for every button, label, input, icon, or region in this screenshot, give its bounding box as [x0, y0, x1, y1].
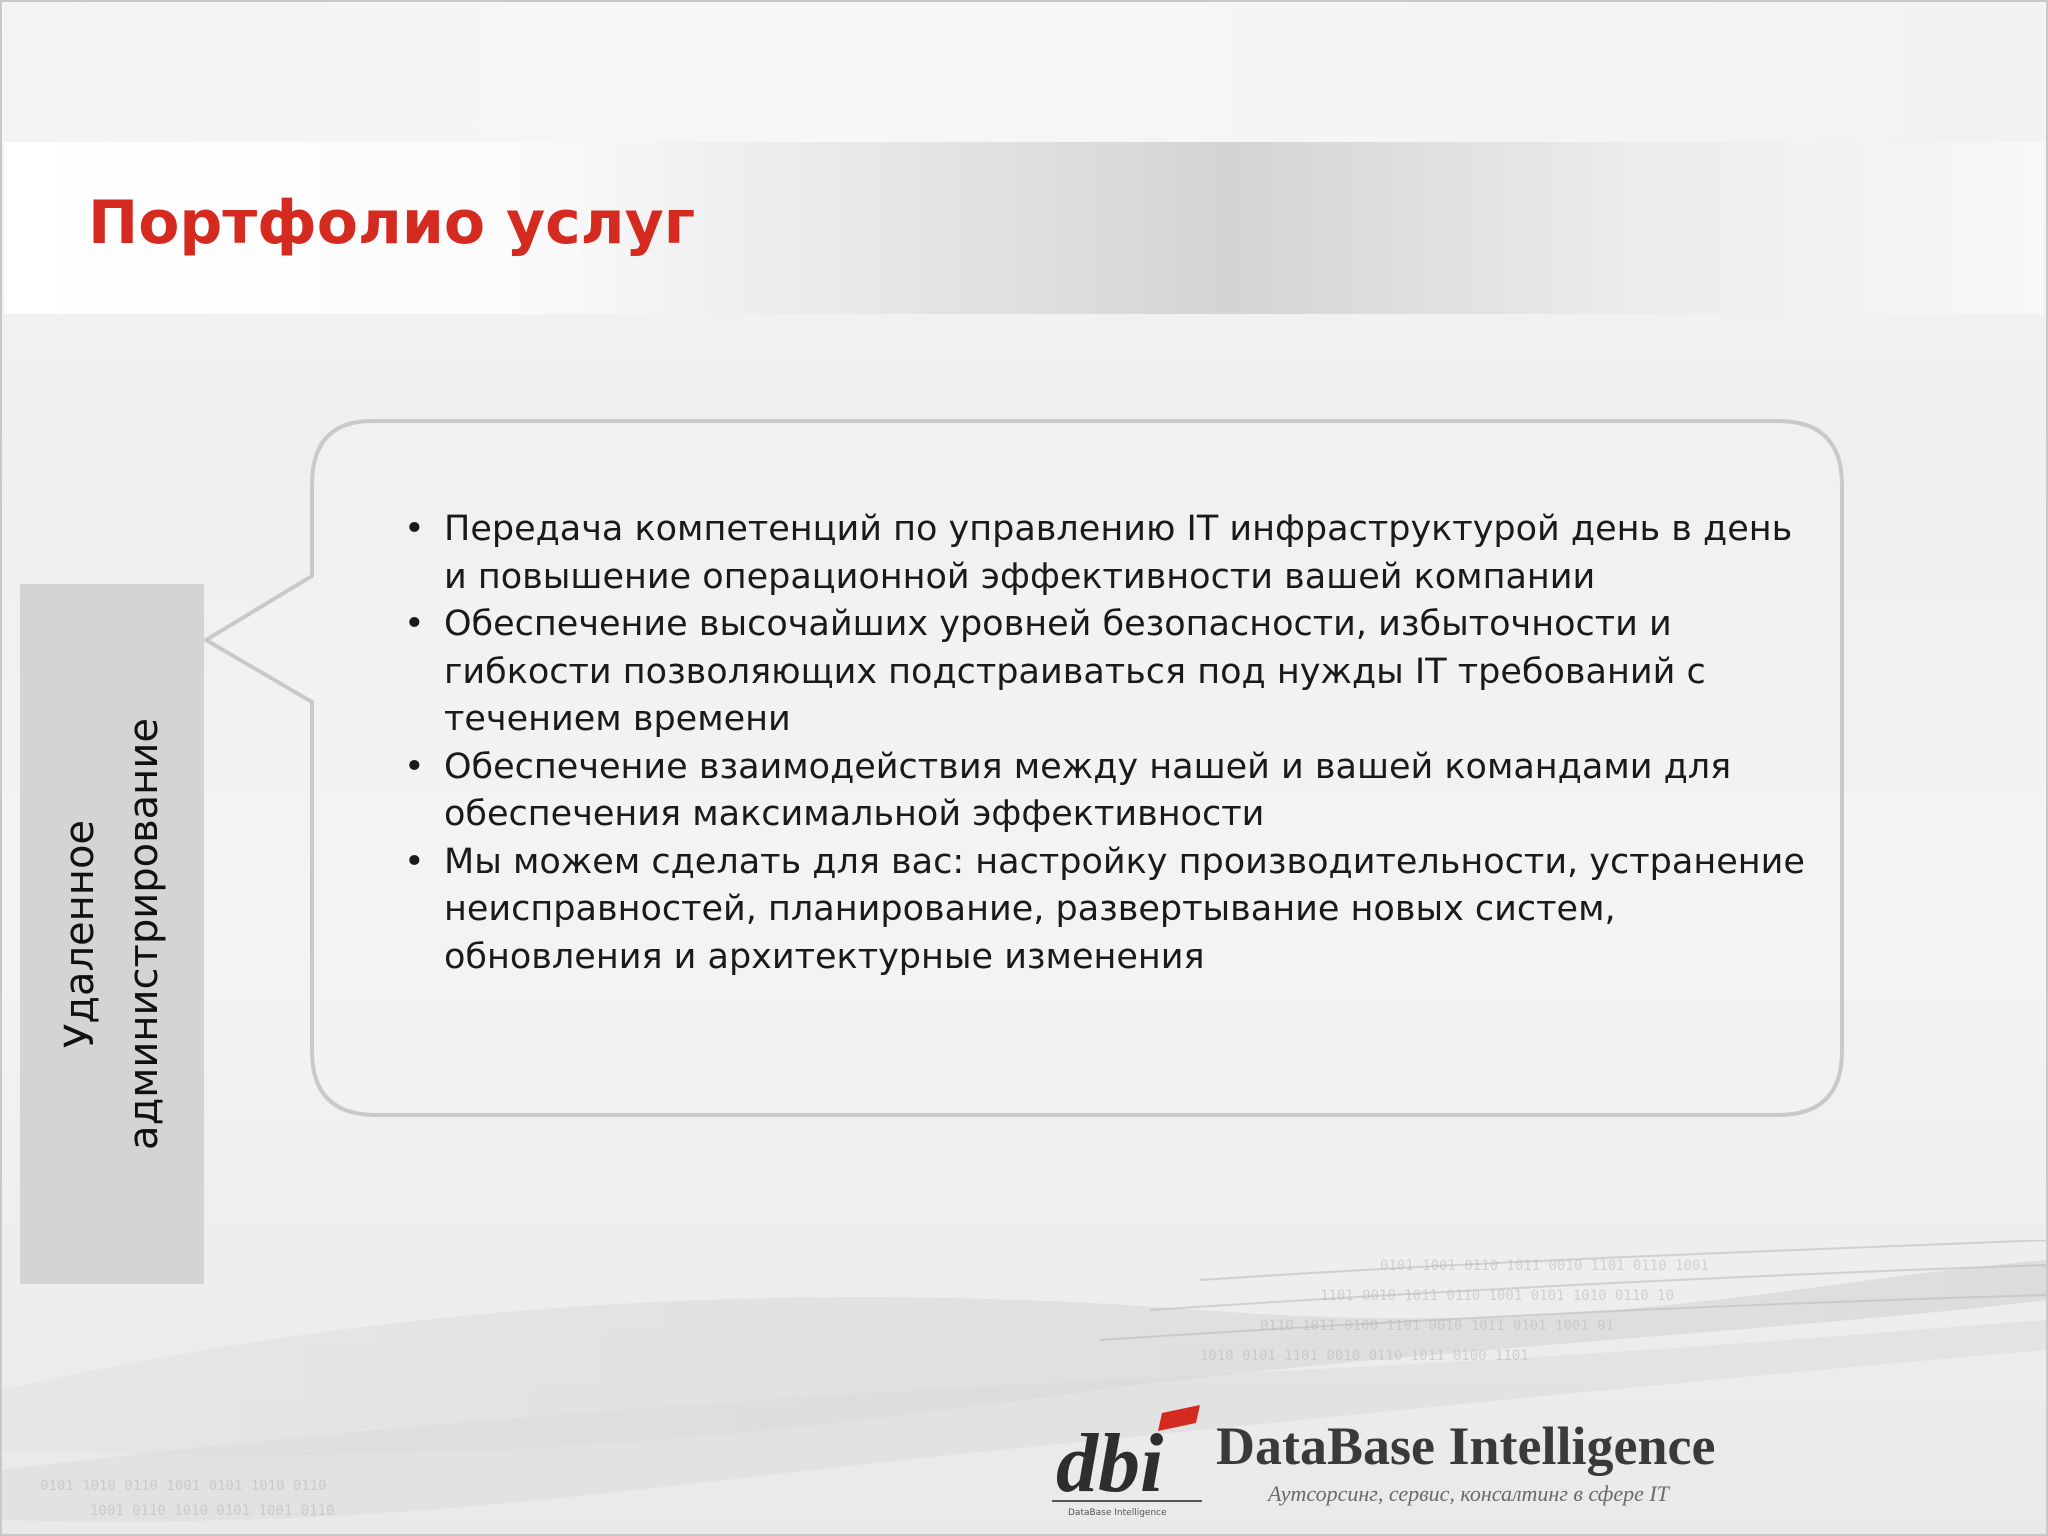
- page-title: Портфолио услуг: [88, 188, 696, 258]
- svg-text:0110 1011 0100 1101 0010 1011: 0110 1011 0100 1101 0010 1011 0101 1001 01: [1260, 1318, 1615, 1334]
- svg-text:1001 0110 1010 0101 1001 0110: 1001 0110 1010 0101 1001 0110: [90, 1503, 335, 1519]
- svg-text:1010 0101 1101 0010 0110 1011: 1010 0101 1101 0010 0110 1011 0100 1101: [1200, 1348, 1529, 1364]
- list-item: • Обеспечение высочайших уровней безопасности, избыточности и гибкости позволяющих подстраиваться под нужды IT требований с течением времени: [400, 601, 1820, 744]
- company-logo: [1050, 1405, 1810, 1525]
- list-item: • Обеспечение взаимодействия между нашей и вашей командами для обеспечения максимальной эффективности: [400, 744, 1820, 839]
- section-label-line1: Удаленное: [57, 819, 103, 1049]
- svg-text:0101 1001 0110 1011 0010 1101: 0101 1001 0110 1011 0010 1101 0110 1001: [1380, 1258, 1709, 1274]
- svg-text:1101 0010 1011 0110 1001 0101: 1101 0010 1011 0110 1001 0101 1010 0110 10: [1320, 1288, 1675, 1304]
- logo-mark-caption: DataBase Intelligence: [1068, 1508, 1167, 1518]
- logo-tagline: Аутсорсинг, сервис, консалтинг в сфере IT: [1268, 1481, 1669, 1506]
- logo-name: DataBase Intelligence: [1216, 1416, 1716, 1476]
- svg-text:dbi: dbi: [1056, 1417, 1164, 1510]
- svg-text:0101 1010 0110 1001 0101 1010: 0101 1010 0110 1001 0101 1010 0110: [40, 1478, 327, 1494]
- list-item: • Мы можем сделать для вас: настройку производительности, устранение неисправностей, планирование, развертывание новых систем, обновления и архитектурные изменения: [400, 839, 1820, 982]
- bullet-list: [400, 506, 1820, 981]
- list-item: • Передача компетенций по управлению IT инфраструктурой день в день и повышение операционной эффективности вашей компании: [400, 506, 1820, 601]
- section-label-line2: администрирование: [121, 718, 167, 1150]
- dbi-logo-icon: [1050, 1405, 1210, 1525]
